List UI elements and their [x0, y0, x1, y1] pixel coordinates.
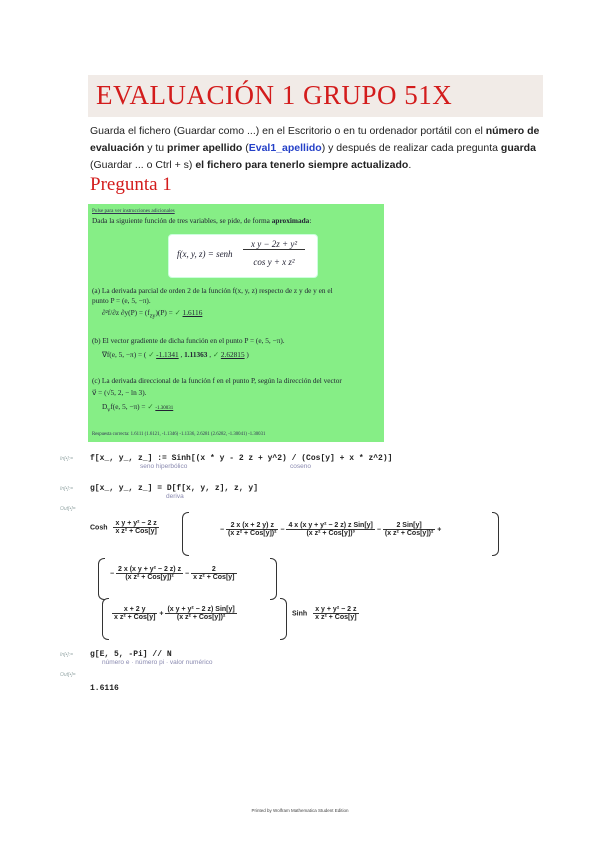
page-title: EVALUACIÓN 1 GRUPO 51X [96, 80, 453, 110]
part-b-text: (b) El vector gradiente de dicha función en el punto P = (e, 5, −π). [92, 336, 285, 345]
hint-cos: coseno [290, 463, 311, 470]
output-label: Out[•]= [60, 672, 76, 678]
hint-deriva: deriva [166, 493, 184, 500]
answer-b3[interactable]: 2.62815 [220, 350, 245, 359]
hint-sinh: seno hiperbólico [140, 463, 188, 470]
check-icon: ✓ [212, 350, 220, 359]
intro-paragraph: Guarda el fichero (Guardar como ...) en el Escritorio o en tu ordenador portátil con el número de evaluación y tu primer apellido (Eval1_apellido) y después de realizar cada pregunta guarda (Guardar ... o Ctrl + s) el fichero para tenerlo siempre actualizado. [90, 125, 540, 171]
code-line-3[interactable]: g[E, 5, -Pi] // N [90, 650, 172, 659]
code-line-1[interactable]: f[x_, y_, z_] := Sinh[(x * y - 2 z + y^2) / (Cos[y] + x * z^2)] [90, 454, 393, 463]
input-label: In[•]:= [60, 486, 74, 492]
part-a-text: (a) La derivada parcial de orden 2 de la función f(x, y, z) respecto de z y de y en el [92, 286, 333, 295]
answer-b2[interactable]: 1.11363 [184, 350, 208, 359]
instructions-link[interactable]: Pulse para ver instrucciones adicionales [92, 208, 175, 214]
input-label: In[•]:= [60, 652, 74, 658]
input-label: In[•]:= [60, 456, 74, 462]
check-icon: ✓ [174, 308, 181, 317]
correct-answers: Respuesta correcta: 1.6111 (1.6121, -1.1346) -1.1336, 2.6281 (2.6282, -1.30041) -1.30031 [92, 432, 266, 437]
part-c-text: (c) La derivada direccional de la función f en el punto P, según la dirección del vector [92, 376, 342, 385]
part-a-text-2: punto P = (e, 5, −π). [92, 296, 151, 305]
footer-note: Printed by Wolfram Mathematica Student Edition [251, 808, 349, 813]
question-panel [88, 204, 384, 442]
part-b-formula: ∇f(e, 5, −π) = ( ✓ -1.1341 , 1.11363 , ✓ 2.62815 ) [102, 350, 249, 359]
answer-b1[interactable]: -1.1341 [156, 350, 179, 359]
formula-box: f(x, y, z) = senh x y − 2z + y² cos y + x z² [168, 234, 318, 278]
output-label: Out[•]= [60, 506, 76, 512]
answer-a[interactable]: 1.6116 [182, 308, 203, 317]
statement: Dada la siguiente función de tres variables, se pide, de forma aproximada: [92, 216, 312, 225]
numeric-result: 1.6116 [90, 684, 119, 693]
hint-numeric: número e · número pi · valor numérico [102, 659, 213, 666]
part-a-formula: ∂²f/∂z $\partial y(P) = (f_{zy})(P)$ = ✓ 1.6116 [102, 308, 203, 320]
check-icon: ✓ [148, 350, 155, 359]
part-c-text-2: v⃗ = (√5, 2, − ln 3). [92, 388, 147, 397]
check-icon: ✓ [147, 402, 154, 411]
question-title: Pregunta 1 [90, 174, 172, 195]
answer-c[interactable]: -1.30031 [155, 406, 174, 411]
part-c-formula: $D_vf(e$, 5, −π) = ✓ -1.30031 [102, 402, 174, 414]
code-line-2[interactable]: g[x_, y_, z_] = D[f[x, y, z], z, y] [90, 484, 259, 493]
